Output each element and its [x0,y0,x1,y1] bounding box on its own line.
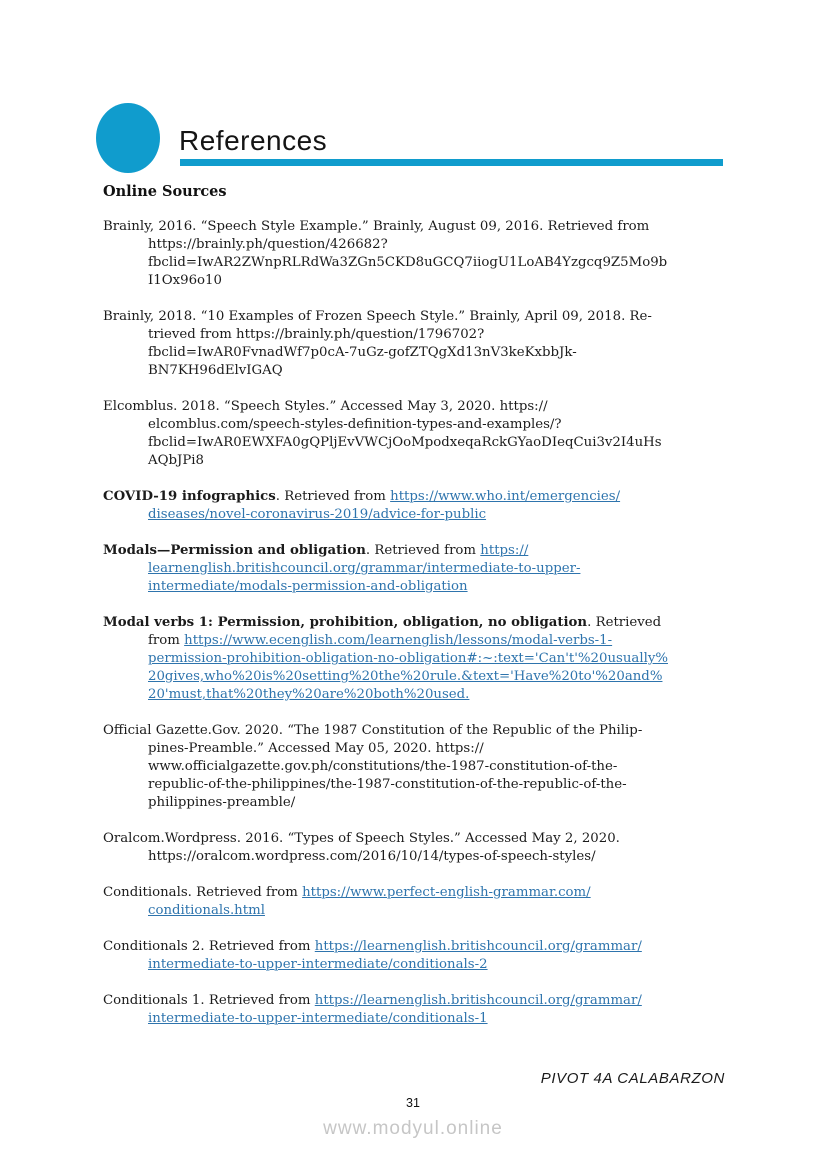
reference-text: from [148,633,185,648]
reference-link[interactable]: 20'must,that%20they%20are%20both%20used. [148,687,470,702]
reference-line [103,848,743,866]
title-underline-rule [180,159,723,166]
reference-line [103,452,743,470]
section-heading: Online Sources [103,183,227,200]
reference-entry [103,830,743,866]
reference-text: https://oralcom.wordpress.com/2016/10/14/types-of-speech-styles/ [148,849,596,864]
reference-line [103,776,743,794]
reference-text: Elcomblus. 2018. “Speech Styles.” Accessed May 3, 2020. https:// [103,399,548,414]
reference-line [103,614,743,632]
reference-line [103,884,743,902]
reference-text: pines-Preamble.” Accessed May 05, 2020. https:// [148,741,484,756]
reference-line [103,344,743,362]
footer-imprint: PIVOT 4A CALABARZON [540,1070,725,1087]
reference-link[interactable]: 20gives,who%20is%20setting%20the%20rule.&text='Have%20to'%20and% [148,669,663,684]
reference-line [103,398,743,416]
reference-line [103,830,743,848]
reference-text: Conditionals. Retrieved from [103,885,303,900]
reference-text: Conditionals 1. Retrieved from [103,993,315,1008]
reference-text: elcomblus.com/speech-styles-definition-types-and-examples/? [148,417,562,432]
reference-line [103,542,743,560]
reference-line [103,992,743,1010]
reference-line [103,632,743,650]
reference-line [103,758,743,776]
reference-link[interactable]: https://learnenglish.britishcouncil.org/grammar/ [314,939,642,954]
reference-line [103,560,743,578]
reference-line [103,218,743,236]
reference-title-bold: COVID-19 infographics [103,489,276,504]
reference-line [103,668,743,686]
page-title: References [179,125,328,156]
reference-link[interactable]: intermediate/modals-permission-and-obligation [148,579,468,594]
reference-line [103,308,743,326]
reference-text: . Retrieved from [365,543,481,558]
reference-link[interactable]: intermediate-to-upper-intermediate/conditionals-1 [148,1011,488,1026]
reference-line [103,578,743,596]
reference-line [103,740,743,758]
section-bullet-circle [96,103,160,173]
reference-text: . Retrieved [587,615,662,630]
reference-line [103,434,743,452]
reference-text: philippines-preamble/ [148,795,296,810]
reference-link[interactable]: intermediate-to-upper-intermediate/conditionals-2 [148,957,488,972]
reference-line [103,902,743,920]
reference-entry [103,884,743,920]
reference-title-bold: Modals—Permission and obligation [103,543,366,558]
reference-line [103,650,743,668]
reference-line [103,794,743,812]
reference-line [103,938,743,956]
reference-title-bold: Modal verbs 1: Permission, prohibition, obligation, no obligation [103,615,588,630]
reference-entry [103,398,743,470]
reference-entry [103,308,743,380]
reference-line [103,956,743,974]
reference-link[interactable]: https:// [480,543,529,558]
reference-link[interactable]: diseases/novel-coronavirus-2019/advice-for-public [148,507,487,522]
reference-link[interactable]: https://www.who.int/emergencies/ [390,489,621,504]
reference-text: fbclid=IwAR2ZWnpRLRdWa3ZGn5CKD8uGCQ7iiogU1LoAB4Yzgcq9Z5Mo9b [148,255,668,270]
reference-line [103,686,743,704]
reference-entry [103,992,743,1028]
reference-text: Oralcom.Wordpress. 2016. “Types of Speech Styles.” Accessed May 2, 2020. [103,831,620,846]
references-list [103,218,743,1046]
reference-entry [103,542,743,596]
reference-line [103,326,743,344]
reference-text: https://brainly.ph/question/426682? [148,237,388,252]
reference-line [103,506,743,524]
reference-entry [103,614,743,704]
reference-link[interactable]: learnenglish.britishcouncil.org/grammar/intermediate-to-upper- [148,561,581,576]
reference-link[interactable]: conditionals.html [148,903,265,918]
reference-link[interactable]: https://www.ecenglish.com/learnenglish/lessons/modal-verbs-1- [184,633,613,648]
reference-text: fbclid=IwAR0FvnadWf7p0cA-7uGz-gofZTQgXd13nV3keKxbbJk- [148,345,577,360]
reference-text: I1Ox96o10 [148,273,222,288]
reference-line [103,416,743,434]
reference-line [103,722,743,740]
reference-link[interactable]: https://www.perfect-english-grammar.com/ [302,885,591,900]
reference-text: trieved from https://brainly.ph/question/1796702? [148,327,485,342]
reference-link[interactable]: https://learnenglish.britishcouncil.org/grammar/ [314,993,642,1008]
reference-link[interactable]: permission-prohibition-obligation-no-obligation#:~:text='Can't'%20usually% [148,651,668,666]
watermark: www.modyul.online [323,1118,503,1139]
reference-line [103,236,743,254]
reference-text: fbclid=IwAR0EWXFA0gQPljEvVWCjOoMpodxeqaRckGYaoDIeqCui3v2I4uHs [148,435,662,450]
reference-line [103,254,743,272]
reference-entry [103,938,743,974]
reference-text: Brainly, 2018. “10 Examples of Frozen Speech Style.” Brainly, April 09, 2018. Re- [103,309,652,324]
reference-entry [103,722,743,812]
reference-line [103,272,743,290]
reference-line [103,362,743,380]
reference-text: www.officialgazette.gov.ph/constitutions/the-1987-constitution-of-the- [148,759,618,774]
reference-text: AQbJPi8 [148,453,205,468]
reference-text: Brainly, 2016. “Speech Style Example.” Brainly, August 09, 2016. Retrieved from [103,219,650,234]
reference-text: BN7KH96dElvIGAQ [148,363,283,378]
reference-entry [103,218,743,290]
reference-line [103,1010,743,1028]
page-number: 31 [406,1096,420,1110]
reference-text: . Retrieved from [275,489,391,504]
reference-text: Official Gazette.Gov. 2020. “The 1987 Constitution of the Republic of the Philip- [103,723,643,738]
reference-entry [103,488,743,524]
reference-line [103,488,743,506]
reference-text: republic-of-the-philippines/the-1987-constitution-of-the-republic-of-the- [148,777,627,792]
reference-text: Conditionals 2. Retrieved from [103,939,315,954]
